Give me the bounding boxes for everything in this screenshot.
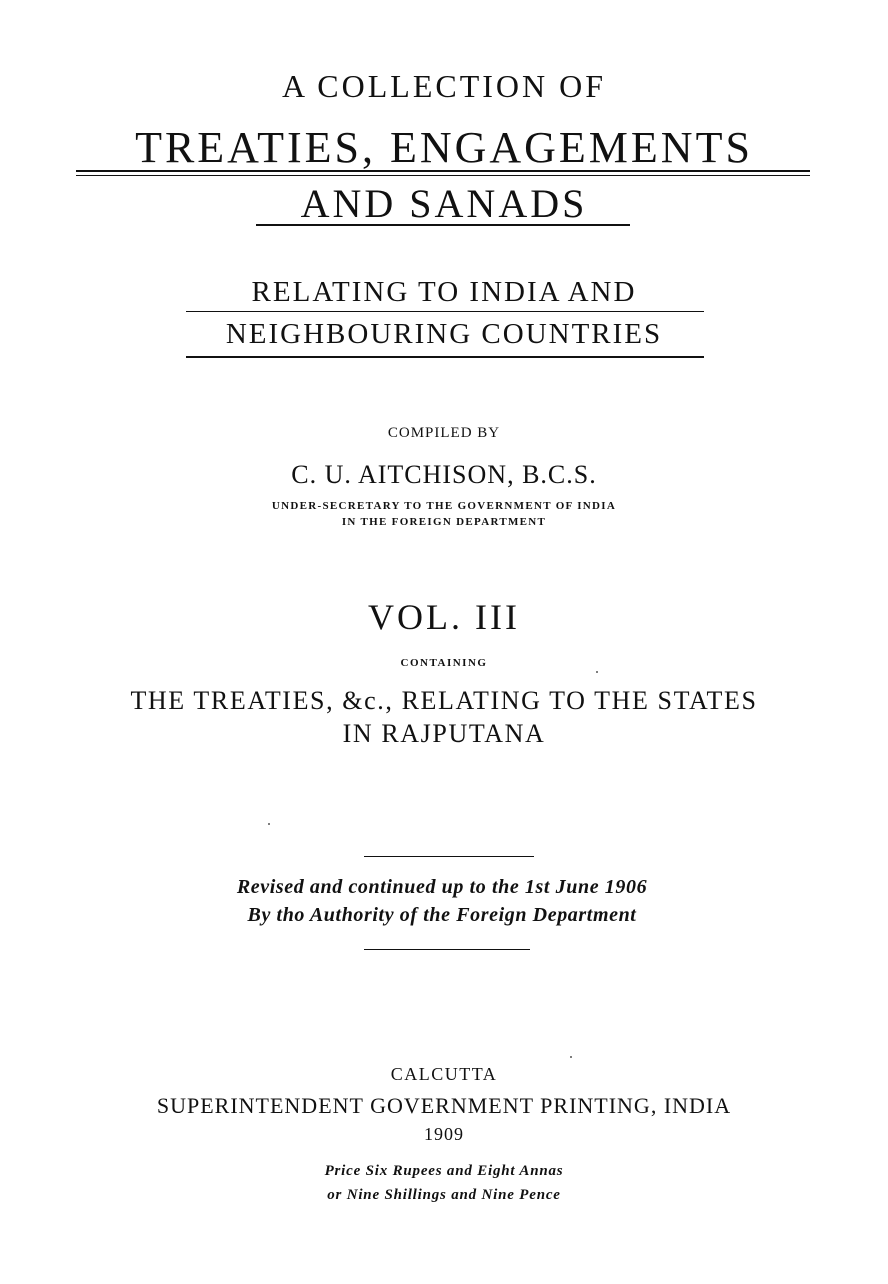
title-rule-double-bottom <box>76 175 810 176</box>
subject-line-2: IN RAJPUTANA <box>342 719 546 748</box>
author-title-line-2: IN THE FOREIGN DEPARTMENT <box>341 516 547 528</box>
revision-rule-top <box>364 856 534 857</box>
containing-label: CONTAINING <box>400 657 488 669</box>
author-title-line-1: UNDER-SECRETARY TO THE GOVERNMENT OF INDIA <box>271 500 617 512</box>
author-name: C. U. AITCHISON, B.C.S. <box>291 460 597 489</box>
compiled-by-label: COMPILED BY <box>387 425 501 441</box>
subheading-relating-to: RELATING TO INDIA AND <box>251 276 637 308</box>
heading-treaties-engagements: TREATIES, ENGAGEMENTS <box>135 123 753 172</box>
scan-speck <box>570 1056 572 1058</box>
revision-rule-bottom <box>364 949 530 950</box>
volume-number: VOL. III <box>368 597 520 637</box>
relating-rule <box>186 311 704 312</box>
scan-speck <box>596 671 598 673</box>
revision-line-1: Revised and continued up to the 1st June 1906 <box>236 876 648 898</box>
subheading-neighbouring: NEIGHBOURING COUNTRIES <box>225 318 663 350</box>
sanads-rule <box>256 224 630 226</box>
imprint-printer: SUPERINTENDENT GOVERNMENT PRINTING, INDIA <box>156 1093 732 1118</box>
scan-speck <box>268 823 270 825</box>
heading-and-sanads: AND SANADS <box>300 181 588 226</box>
subject-line-1: THE TREATIES, &c., RELATING TO THE STATES <box>130 686 758 715</box>
heading-collection-of: A COLLECTION OF <box>281 68 607 104</box>
price-line-2: or Nine Shillings and Nine Pence <box>327 1187 561 1203</box>
neighbouring-rule <box>186 356 704 358</box>
imprint-place: CALCUTTA <box>390 1064 498 1084</box>
title-rule-double-top <box>76 170 810 172</box>
price-line-1: Price Six Rupees and Eight Annas <box>324 1163 564 1179</box>
revision-line-2: By tho Authority of the Foreign Department <box>247 904 637 926</box>
imprint-year: 1909 <box>424 1124 464 1144</box>
